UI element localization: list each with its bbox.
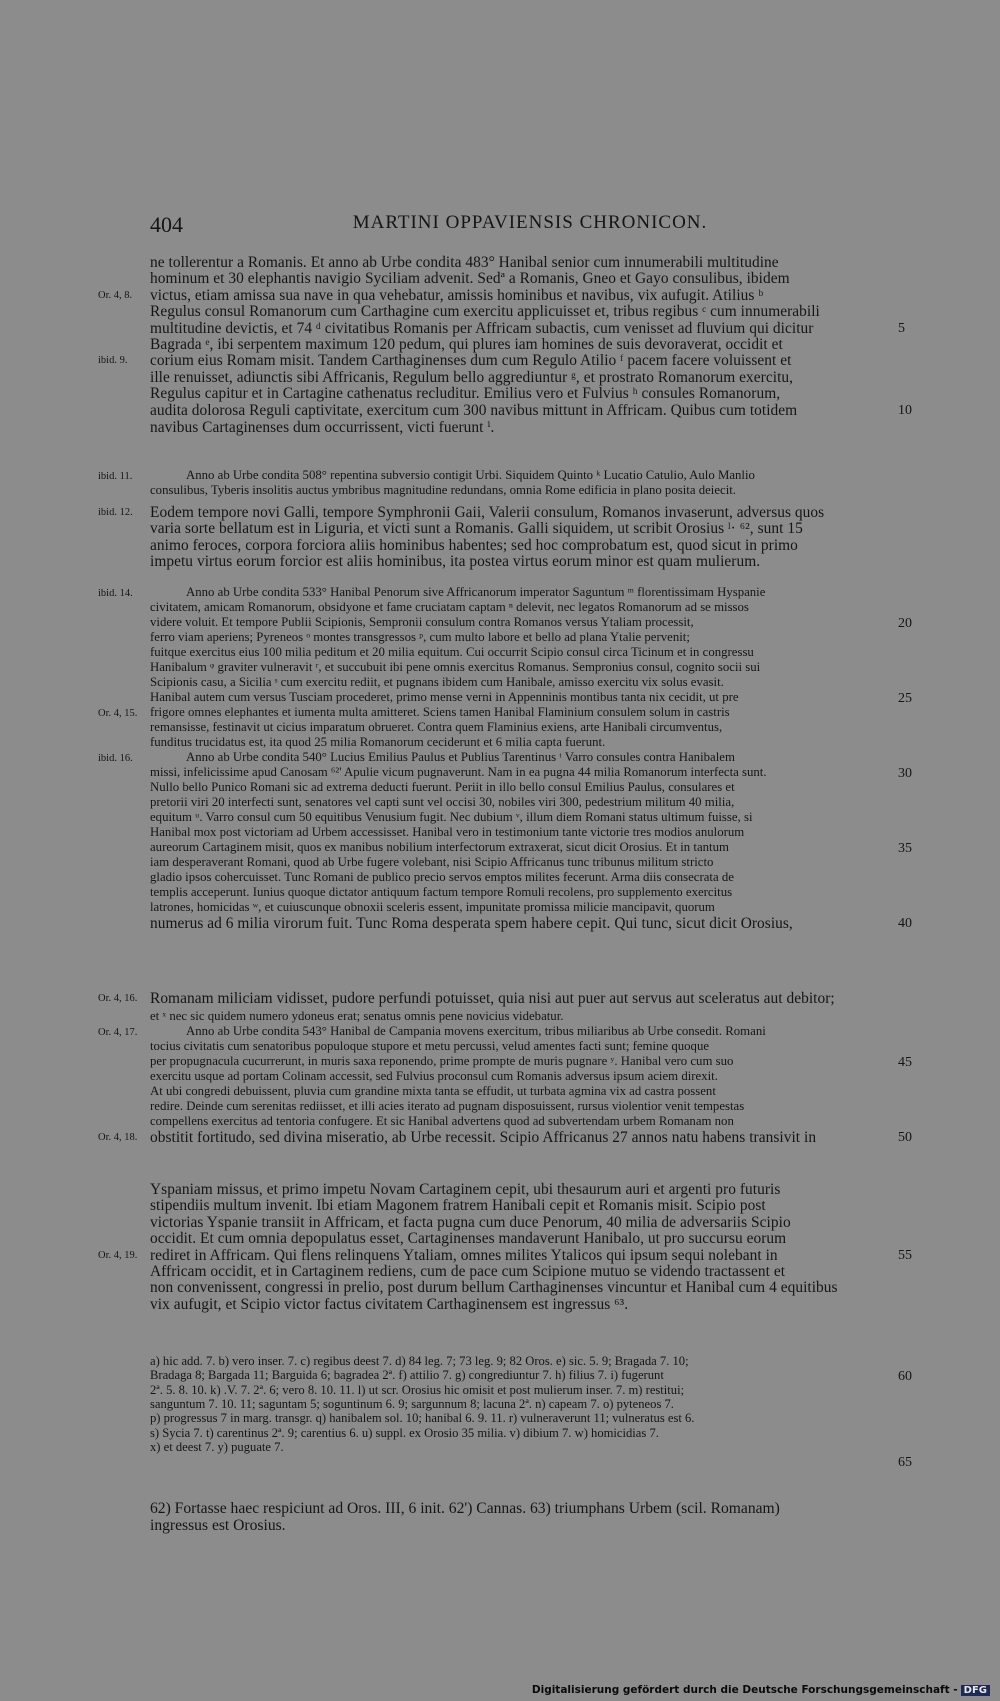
text-block: [150, 1354, 912, 1471]
text-line: vix aufugit, et Scipio victor factus civitatem Carthaginensem est ingressus ⁶³.: [150, 1295, 629, 1313]
text-line: missi, infelicissime apud Canosam ⁶²' Apulie vicum pugnaverunt. Nam in ea pugna 44 milia Romanorum interfecta sunt.: [150, 765, 767, 779]
text-line: p) progressus 7 in marg. transgr. q) hanibalem sol. 10; hanibal 6. 9. 11. r) vulneraverunt 11; vulneratus est 6.: [150, 1411, 695, 1426]
text-line: civitatem, amicam Romanorum, obsidyone et fame cruciatam captam ⁿ delevit, nec legatos Romanorum ad se missos: [150, 600, 749, 614]
text-line: Hanibal autem cum versus Tusciam procederet, primo mense verni in Appenninis montibus tanta nix cecidit, ut pre: [150, 690, 739, 704]
text-line: numerus ad 6 milia virorum fuit. Tunc Roma desperata spem habere cepit. Qui tunc, sicut dicit Orosius,: [150, 915, 793, 932]
text-line: per propugnacula cucurrerunt, in muris saxa reponendo, prime prompte de muris pugnare ʸ. Hanibal vero cum suo: [150, 1054, 734, 1068]
text-line: ille renuisset, adiunctis sibi Affricanis, Regulum bello aggrediuntur ᵍ, et prostrato Romanorum exercitu,: [150, 368, 794, 386]
text-line: non convenissent, congressi in prelio, post durum bellum Carthaginenses vincuntur et Hanibal cum 4 equitibus: [150, 1279, 838, 1297]
page-header: [150, 212, 910, 242]
line-number: 35: [898, 841, 912, 856]
text-block: [98, 1181, 912, 1313]
text-line: Bagrada ᵉ, ibi serpentem maximum 120 pedum, qui plures iam homines de suis devoraverat, occidit et: [150, 336, 783, 353]
text-line: multitudine devictis, et 74 ᵈ civitatibus Romanis per Affricam subactis, cum venisset ad fluvium qui dicitur: [150, 319, 814, 337]
text-line: latrones, homicidas ʷ, et cuiuscunque obnoxii sceleris essent, impunitate promissa milicie mancipavit, quorum: [150, 900, 715, 914]
line-number: 20: [898, 616, 912, 631]
text-line: Regulus consul Romanorum cum Carthagine cum exercitu applicuisset et, tribus regibus ᶜ cum innumerabili: [150, 303, 820, 321]
text-line: ferro viam aperiens; Pyreneos ᵒ montes transgressos ᵖ, cum multo labore et bello ad plana Ytalie pervenit;: [150, 630, 690, 644]
margin-reference: ibid. 14.: [98, 588, 133, 599]
text-line: Romanam miliciam vidisset, pudore perfundi potuisset, quia nisi aut puer aut servus aut sceleratus aut debitor;: [150, 990, 835, 1007]
text-line: Bradaga 8; Bargada 11; Barguida 6; bagradea 2ª. f) attilio 7. g) congrediuntur 7. h) filius 7. i) fugerunt: [150, 1368, 664, 1383]
margin-reference: ibid. 11.: [98, 471, 133, 482]
line-number: 50: [898, 1130, 912, 1145]
text-line: stipendiis multum invenit. Ibi etiam Magonem fratrem Hanibali cepit et Romanis misit. Scipio post: [150, 1197, 766, 1215]
text-line: obstitit fortitudo, sed divina miseratio, ab Urbe recessit. Scipio Affricanus 27 annos natu habens transivit in: [150, 1129, 817, 1146]
text-block: [98, 990, 894, 1007]
text-line: audita dolorosa Reguli captivitate, exercitum cum 300 navibus mittunt in Affricam. Quibus cum totidem: [150, 401, 798, 419]
line-number: 60: [898, 1369, 912, 1385]
line-number: 55: [898, 1247, 912, 1263]
text-line: Yspaniam missus, et primo impetu Novam Cartaginem cepit, ubi thesaurum auri et argenti pro futuris: [150, 1181, 781, 1198]
text-line: funditus trucidatus est, ita quod 25 milia Romanorum ceciderunt et 6 milia capta fuerunt.: [150, 735, 606, 749]
text-line: ingressus est Orosius.: [150, 1517, 286, 1535]
text-line: Anno ab Urbe condita 533° Hanibal Penorum sive Affricanorum imperator Saguntum ᵐ florentissimam Hyspanie: [186, 585, 766, 599]
text-line: navibus Cartaginenses dum occurrissent, victi fuerunt ⁱ.: [150, 419, 495, 436]
text-line: impetu virtus eorum forcior est aliis hominibus, ita postea virtus eorum minor est quam mulierum.: [150, 553, 761, 571]
digitization-credit: [532, 1684, 990, 1696]
margin-reference: ibid. 16.: [98, 753, 133, 764]
text-line: Regulus capitur et in Cartagine cathenatus recluditur. Emilius vero et Fulvius ʰ consules Romanorum,: [150, 385, 781, 403]
text-line: sanguntum 7. 10. 11; saguntam 5; soguntinum 6. 9; sargunnum 8; lacuna 2ª. n) capeam 7. o) pyteneos 7.: [150, 1396, 674, 1411]
text-line: hominum et 30 elephantis navigio Syciliam advenit. Sedª a Romanis, Gneo et Gayo consulibus, ibidem: [150, 270, 790, 288]
text-line: aureorum Cartaginem misit, quos ex manibus nobilium interfectorum extraxerat, sicut dicit Orosius. Et in tantum: [150, 840, 729, 854]
credit-text: Digitalisierung gefördert durch die Deutsche Forschungsgemeinschaft -: [531, 1684, 958, 1696]
text-line: tocius civitatis cum senatoribus populoque stupore et metu percussi, velud amentes facti sunt; femine quoque: [150, 1039, 710, 1053]
text-line: Hanibalum ᵠ graviter vulneravit ʳ, et succubuit ibi pene omnis exercitus Romanus. Sempronius consul, cognito socii sui: [150, 660, 761, 674]
text-line: remansisse, festinavit ut cicius imparatum obrueret. Contra quem Flaminius exiens, arte Hanibali circumventus,: [150, 720, 723, 734]
text-line: et ˣ nec sic quidem numero ydoneus erat; senatus omnis pene novicius videbatur.: [150, 1009, 564, 1023]
text-line: corium eius Romam misit. Tandem Carthaginenses dum cum Regulo Atilio ᶠ pacem facere voluissent et: [150, 352, 792, 370]
text-line: animo feroces, corpora forciora aliis hominibus habentes; sed hoc comprobatum est, quod sicut in primo: [150, 536, 798, 554]
text-line: fuitque exercitus eius 100 milia peditum et 20 milia equitum. Cui occurrit Scipio consul circa Ticinum et in congressu: [150, 645, 754, 659]
text-line: x) et deest 7. y) puguate 7.: [150, 1439, 284, 1454]
text-line: iam desperaverant Romani, quod ab Urbe fugere volebant, nisi Scipio Affricanus tunc tribunus militum stricto: [150, 855, 714, 869]
text-line: victorias Yspanie transiit in Affricam, et facta pugna cum duce Penorum, 40 milia de adversariis Scipio: [150, 1213, 791, 1231]
text-line: a) hic add. 7. b) vero inser. 7. c) regibus deest 7. d) 84 leg. 7; 73 leg. 9; 82 Oros. e) sic. 5. 9; Bragada 7. 10;: [150, 1354, 689, 1368]
margin-reference: ibid. 9.: [98, 355, 128, 367]
margin-reference: ibid. 12.: [98, 507, 133, 518]
text-line: consulibus, Tyberis insolitis auctus ymbribus magnitudine redundans, omnia Rome edificia in plano posita deiecit.: [150, 483, 737, 497]
text-line: equitum ᵘ. Varro consul cum 50 equitibus Venusium fugit. Nec dubium ᵛ, illum diem Romani status ultimum fuisse, si: [150, 810, 753, 824]
line-number: 45: [898, 1055, 912, 1070]
text-line: Affricam occidit, et in Cartaginem rediens, cum de pace cum Scipione mutuo se videndo tractassent et: [150, 1263, 786, 1280]
text-line: Eodem tempore novi Galli, tempore Symphronii Gaii, Valerii consulum, Romanos invaserunt, adversus quos: [150, 504, 825, 521]
text-line: ne tollerentur a Romanis. Et anno ab Urbe condita 483° Hanibal senior cum innumerabili multitudine: [150, 254, 779, 271]
text-line: Anno ab Urbe condita 543° Hanibal de Campania movens exercitum, tribus miliaribus ab Urbe consedit. Romani: [186, 1024, 766, 1038]
text-line: templis acceperunt. Iunius quoque dictator antiquum factum tempore Romuli recolens, pro supplemento exercitus: [150, 885, 733, 899]
margin-reference: Or. 4, 15.: [98, 708, 138, 719]
text-line: 2ª. 5. 8. 10. k) .V. 7. 2ª. 6; vero 8. 10. 11. l) ut scr. Orosius hic omisit et post mulierum inser. 7. m) restitui;: [150, 1382, 685, 1397]
line-number: 30: [898, 766, 912, 781]
text-line: At ubi congredi debuissent, pluvia cum grandine mixta tanta se effudit, ut turbata agmina vix ad castra possent: [150, 1084, 716, 1098]
text-block: [98, 254, 912, 436]
margin-reference: Or. 4, 8.: [98, 289, 133, 301]
text-block: [98, 468, 894, 498]
text-line: Anno ab Urbe condita 508° repentina subversio contigit Urbi. Siquidem Quinto ᵏ Lucatio Catulio, Aulo Manlio: [186, 468, 755, 482]
text-line: rediret in Affricam. Qui flens relinquens Ytaliam, omnes milites Ytalicos qui ipsum sequi nolebant in: [150, 1246, 778, 1264]
text-line: redire. Deinde cum serenitas rediisset, et illi acies iterato ad pugnam disposuissent, rursus violentior venit tempestas: [150, 1099, 745, 1113]
margin-reference: Or. 4, 16.: [98, 993, 138, 1004]
text-block: [98, 585, 912, 932]
text-line: victus, etiam amissa sua nave in qua vehebatur, amissis hominibus et navibus, vix aufugit. Atilius ᵇ: [150, 286, 764, 304]
text-block: [98, 1009, 912, 1146]
text-line: frigore omnes elephantes et iumenta multa amitteret. Sciens tamen Hanibal Flaminium consulem solum in castris: [150, 705, 730, 719]
text-line: s) Sycia 7. t) carentinus 2ª. 9; carentius 6. u) suppl. ex Orosio 35 milia. v) dibium 7. w) homicidias 7.: [150, 1425, 659, 1440]
text-line: gladio ipsos cohercuisset. Tunc Romani de publico precio servos emptos milites fecerunt. Arma diis consecrata de: [150, 870, 734, 884]
line-number: 65: [898, 1455, 912, 1471]
margin-reference: Or. 4, 17.: [98, 1027, 138, 1038]
text-line: varia sorte bellatum est in Liguria, et victi sunt a Romanis. Galli siquidem, ut scribit Orosius ˡ· ⁶², sunt 15: [150, 520, 803, 538]
line-number: 40: [898, 916, 912, 931]
running-head: MARTINI OPPAVIENSIS CHRONICON.: [352, 212, 708, 233]
text-line: 62) Fortasse haec respiciunt ad Oros. III, 6 init. 62') Cannas. 63) triumphans Urbem (scil. Romanam): [150, 1500, 780, 1517]
line-number: 25: [898, 691, 912, 706]
line-number: 5: [898, 320, 905, 336]
text-block: [150, 1500, 894, 1534]
margin-reference: Or. 4, 19.: [98, 1249, 138, 1261]
dfg-logo: DFG: [961, 1685, 990, 1696]
text-line: videre voluit. Et tempore Publii Scipionis, Sempronii consulum contra Romanos versus Ytaliam processit,: [150, 615, 694, 629]
margin-reference: Or. 4, 18.: [98, 1132, 138, 1143]
line-number: 10: [898, 402, 912, 418]
text-line: Hanibal mox post victoriam ad Urbem accessisset. Hanibal vero in testimonium tante victorie tres modios anulorum: [150, 825, 745, 839]
page-number: 404: [150, 212, 183, 237]
text-line: compellens exercitus ad tentoria confugere. Et sic Hanibal advertens quod ad subvertendam urbem Romanam non: [150, 1114, 734, 1128]
text-line: pretorii viri 20 interfecti sunt, senatores vel capti sunt vel occisi 30, nobiles viri 300, pedestrium militum 40 milia,: [150, 795, 735, 809]
text-block: [98, 504, 894, 571]
text-line: Anno ab Urbe condita 540° Lucius Emilius Paulus et Publius Tarentinus ᵗ Varro consules contra Hanibalem: [186, 750, 735, 764]
text-line: Nullo bello Punico Romani sic ad extrema deducti fuerunt. Periit in illo bello consul Emilius Paulus, consulares et: [150, 780, 735, 794]
text-line: exercitu usque ad portam Colinam accessit, sed Fulvius proconsul cum Romanis adversus ipsum aciem direxit.: [150, 1069, 718, 1083]
text-line: occidit. Et cum omnia depopulatus esset, Cartaginenses mandaverunt Hanibalo, ut pro succursu eorum: [150, 1230, 787, 1248]
text-line: Scipionis casu, a Sicilia ˢ cum exercitu rediit, et pugnans ibidem cum Hanibale, amisso exercitu vix solus evasit.: [150, 675, 724, 689]
